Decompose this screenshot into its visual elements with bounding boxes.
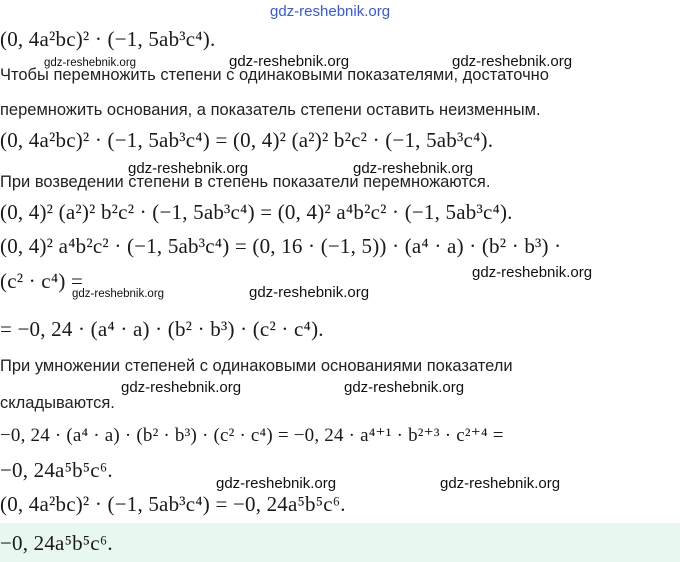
math-line: (0, 4a²bc)² · (−1, 5ab³c⁴) = −0, 24a⁵b⁵c⁶.: [0, 492, 346, 516]
math-line: −0, 24a⁵b⁵c⁶.: [0, 458, 113, 482]
watermark: gdz-reshebnik.org: [121, 379, 242, 396]
rule-text: складываются.: [0, 394, 115, 412]
watermark: gdz-reshebnik.org: [128, 160, 249, 177]
watermark: gdz-reshebnik.org: [229, 53, 350, 70]
final-answer: −0, 24a⁵b⁵c⁶.: [0, 531, 113, 555]
math-line: (0, 4)² (a²)² b²c² · (−1, 5ab³c⁴) = (0, 4)² a⁴b²c² · (−1, 5ab³c⁴).: [0, 200, 513, 224]
watermark: gdz-reshebnik.org: [44, 57, 137, 69]
watermark: gdz-reshebnik.org: [72, 288, 165, 300]
math-line: = −0, 24 · (a⁴ · a) · (b² · b³) · (c² · c⁴).: [0, 317, 324, 341]
watermark: gdz-reshebnik.org: [440, 475, 561, 492]
rule-text: перемножить основания, а показатель степени оставить неизменным.: [0, 101, 541, 119]
watermark: gdz-reshebnik.org: [452, 53, 573, 70]
watermark: gdz-reshebnik.org: [216, 475, 337, 492]
math-line: (c² · c⁴) =: [0, 269, 84, 293]
watermark: gdz-reshebnik.org: [344, 379, 465, 396]
expression-original: (0, 4a²bc)² · (−1, 5ab³c⁴).: [0, 27, 216, 51]
watermark: gdz-reshebnik.org: [353, 160, 474, 177]
watermark: gdz-reshebnik.org: [249, 284, 370, 301]
watermark: gdz-reshebnik.org: [472, 264, 593, 281]
rule-text: Чтобы перемножить степени с одинаковыми показателями, достаточно: [0, 66, 549, 84]
watermark-top: gdz-reshebnik.org: [270, 3, 391, 20]
rule-text: При возведении степени в степень показатели перемножаются.: [0, 173, 491, 191]
rule-text: При умножении степеней с одинаковыми основаниями показатели: [0, 357, 513, 375]
math-line: −0, 24 · (a⁴ · a) · (b² · b³) · (c² · c⁴) = −0, 24 · a⁴⁺¹ · b²⁺³ · c²⁺⁴ =: [0, 425, 504, 446]
math-line: (0, 4)² a⁴b²c² · (−1, 5ab³c⁴) = (0, 16 · (−1, 5)) · (a⁴ · a) · (b² · b³) ·: [0, 234, 562, 258]
math-line: (0, 4a²bc)² · (−1, 5ab³c⁴) = (0, 4)² (a²)² b²c² · (−1, 5ab³c⁴).: [0, 128, 494, 152]
